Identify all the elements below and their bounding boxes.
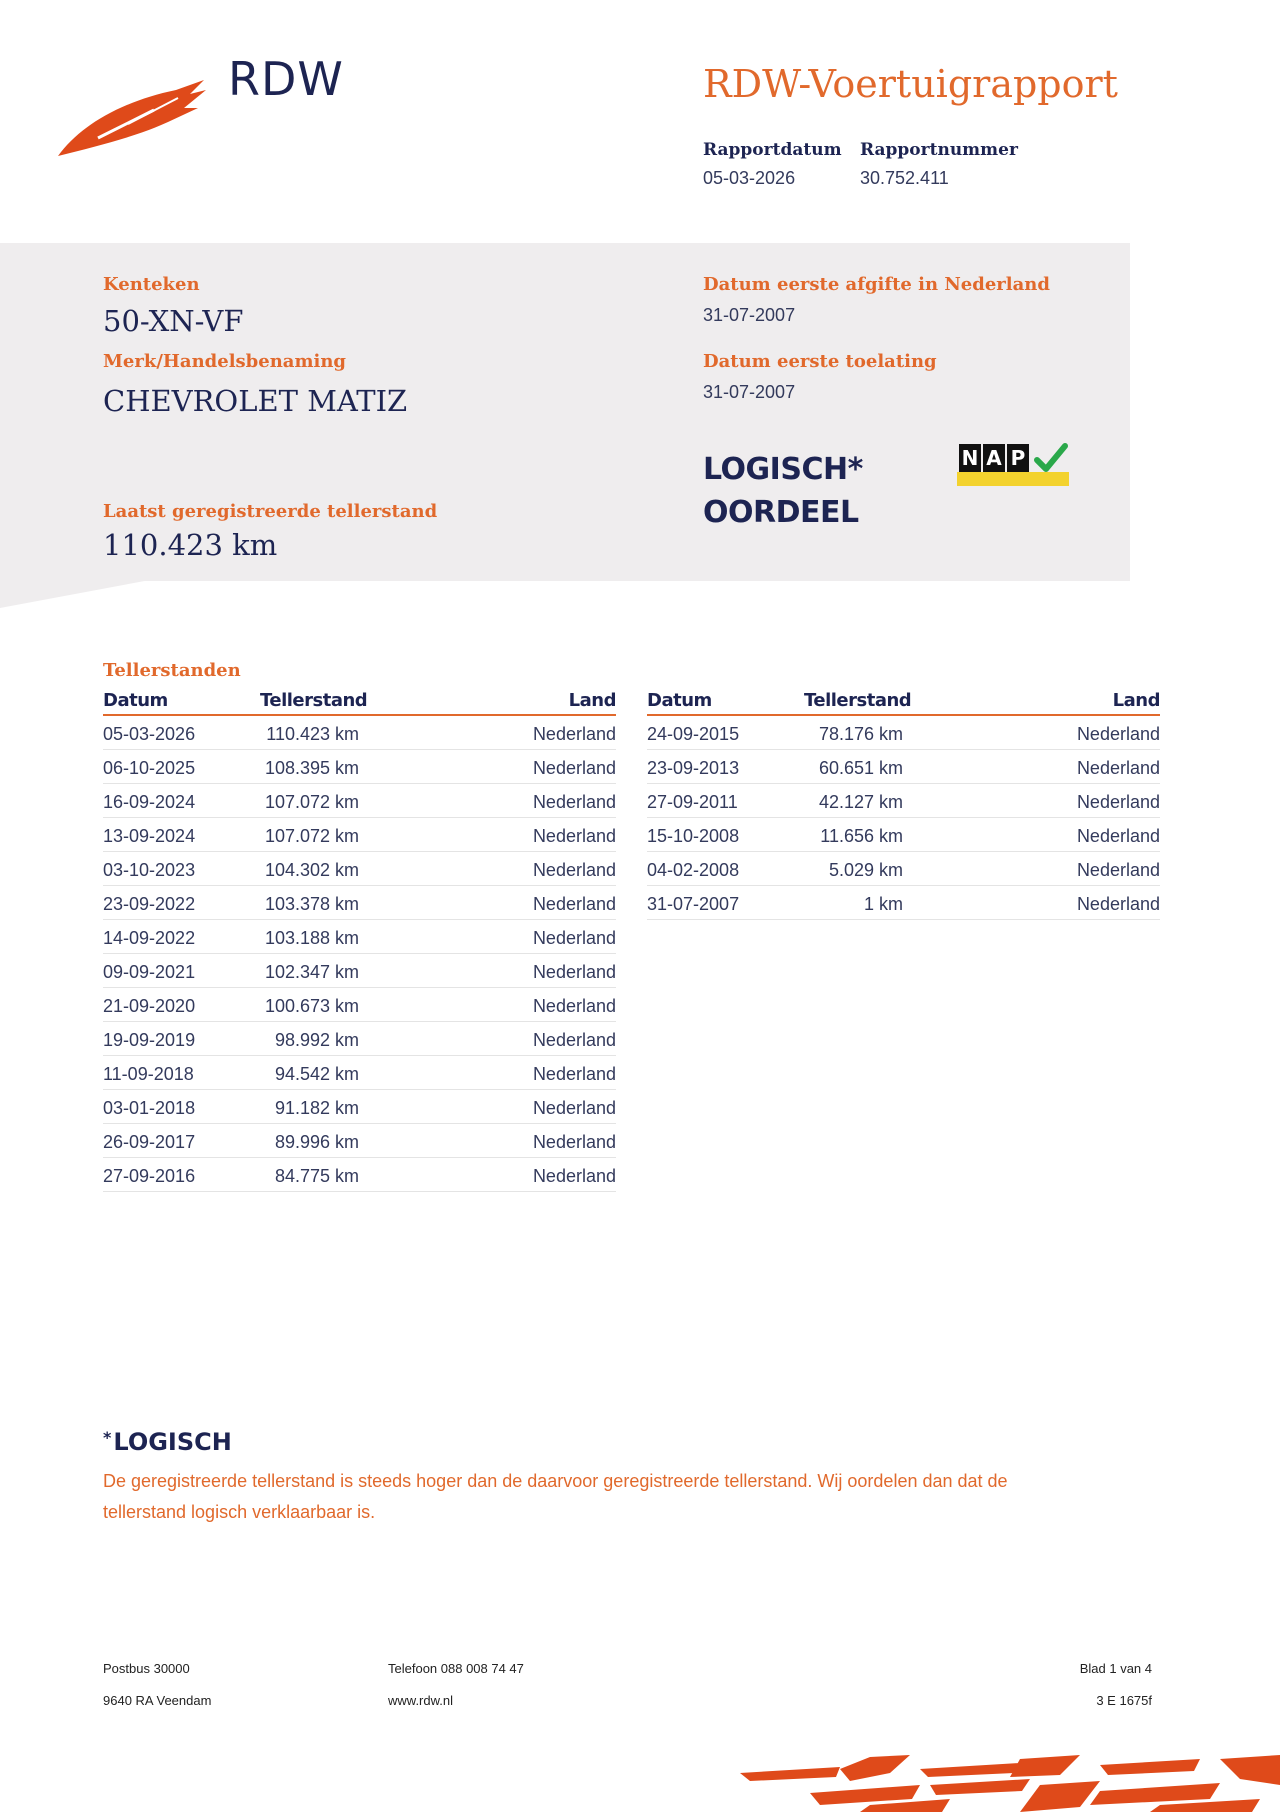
cell-country: Nederland (532, 1030, 616, 1050)
table-row (103, 750, 616, 784)
table-row (103, 1022, 616, 1056)
cell-country: Nederland (1076, 860, 1160, 880)
cell-country: Nederland (1076, 724, 1160, 744)
odometer-value: 110.423 km (103, 528, 278, 562)
cell-country: Nederland (532, 1098, 616, 1118)
table-row (103, 818, 616, 852)
cell-date: 23-09-2022 (103, 894, 196, 914)
cell-reading: 100.673 km (264, 996, 359, 1016)
cell-country: Nederland (532, 996, 616, 1016)
cell-date: 27-09-2011 (647, 792, 738, 812)
table-row (103, 886, 616, 920)
verdict-line-2: OORDEEL (703, 495, 859, 530)
table-row (103, 1090, 616, 1124)
cell-reading: 107.072 km (264, 792, 359, 812)
nap-letter-a: A (983, 444, 1005, 472)
table-row (647, 818, 1160, 852)
cell-country: Nederland (532, 928, 616, 948)
panel-tail-decoration (0, 580, 150, 608)
cell-date: 16-09-2024 (103, 792, 196, 812)
cell-country: Nederland (532, 724, 616, 744)
cell-date: 03-10-2023 (103, 860, 196, 880)
report-date: 05-03-2026 (703, 168, 796, 188)
cell-reading: 104.302 km (264, 860, 359, 880)
cell-country: Nederland (532, 962, 616, 982)
cell-reading: 84.775 km (274, 1166, 359, 1186)
cell-reading: 98.992 km (274, 1030, 359, 1050)
cell-country: Nederland (532, 792, 616, 812)
make-value: CHEVROLET MATIZ (103, 384, 408, 418)
footnote-title-text: LOGISCH (113, 1428, 232, 1456)
cell-reading: 11.656 km (820, 826, 903, 846)
footer-postbus: Postbus 30000 (103, 1661, 190, 1676)
cell-date: 14-09-2022 (103, 928, 196, 948)
table-row (103, 954, 616, 988)
first-admission-value: 31-07-2007 (703, 382, 796, 402)
rdw-logo-icon (58, 80, 208, 160)
column-header-date: Datum (647, 690, 712, 711)
cell-country: Nederland (532, 1166, 616, 1186)
cell-country: Nederland (1076, 894, 1160, 914)
cell-reading: 78.176 km (818, 724, 903, 744)
cell-date: 21-09-2020 (103, 996, 196, 1016)
table-row (103, 716, 616, 750)
column-header-reading: Tellerstand (804, 690, 912, 711)
cell-country: Nederland (532, 1132, 616, 1152)
footnote-text: De geregistreerde tellerstand is steeds hoger dan de daarvoor geregistreerde tellerstand. Wij oordelen dan dat de tellerstand logisch verklaarbaar is. (103, 1471, 1008, 1522)
cell-country: Nederland (1076, 826, 1160, 846)
table-header (103, 688, 616, 716)
footer-document-code: 3 E 1675f (1096, 1693, 1152, 1708)
cell-date: 04-02-2008 (647, 860, 740, 880)
report-date-label: Rapportdatum (703, 140, 842, 160)
footer-city: 9640 RA Veendam (103, 1693, 212, 1708)
cell-reading: 102.347 km (264, 962, 359, 982)
cell-date: 31-07-2007 (647, 894, 740, 914)
meter-table-right (647, 688, 1160, 920)
table-row (647, 716, 1160, 750)
cell-date: 26-09-2017 (103, 1132, 196, 1152)
column-header-reading: Tellerstand (260, 690, 368, 711)
nap-letter-n: N (959, 444, 981, 472)
cell-date: 09-09-2021 (103, 962, 196, 982)
cell-reading: 42.127 km (818, 792, 903, 812)
cell-date: 27-09-2016 (103, 1166, 196, 1186)
footer-website[interactable]: www.rdw.nl (388, 1693, 454, 1708)
cell-reading: 103.188 km (264, 928, 359, 948)
column-header-country: Land (1112, 690, 1160, 711)
decorative-stripes (720, 1755, 1280, 1812)
cell-date: 13-09-2024 (103, 826, 196, 846)
table-row (647, 784, 1160, 818)
odometer-label: Laatst geregistreerde tellerstand (103, 501, 438, 522)
report-title: RDW-Voertuigrapport (703, 62, 1118, 106)
report-number-label: Rapportnummer (860, 140, 1018, 160)
cell-country: Nederland (1076, 758, 1160, 778)
table-row (103, 852, 616, 886)
cell-country: Nederland (532, 1064, 616, 1084)
table-header (647, 688, 1160, 716)
check-icon (1033, 442, 1069, 476)
table-row (647, 852, 1160, 886)
cell-country: Nederland (532, 826, 616, 846)
table-row (103, 1158, 616, 1192)
table-row (103, 988, 616, 1022)
cell-country: Nederland (532, 758, 616, 778)
table-row (103, 1056, 616, 1090)
cell-reading: 108.395 km (264, 758, 359, 778)
brand-name: RDW (228, 52, 344, 106)
cell-date: 05-03-2026 (103, 724, 196, 744)
report-number: 30.752.411 (860, 168, 949, 188)
cell-reading: 5.029 km (828, 860, 903, 880)
cell-country: Nederland (532, 894, 616, 914)
table-row (103, 920, 616, 954)
cell-country: Nederland (532, 860, 616, 880)
cell-reading: 103.378 km (264, 894, 359, 914)
table-row (103, 1124, 616, 1158)
cell-reading: 89.996 km (274, 1132, 359, 1152)
cell-country: Nederland (1076, 792, 1160, 812)
meter-table-left (103, 688, 616, 1192)
footnote-star: * (103, 1428, 112, 1447)
table-row (647, 750, 1160, 784)
column-header-date: Datum (103, 690, 168, 711)
nap-badge (957, 442, 1069, 488)
cell-date: 24-09-2015 (647, 724, 740, 744)
cell-date: 15-10-2008 (647, 826, 740, 846)
make-label: Merk/Handelsbenaming (103, 351, 347, 372)
footnote-title (103, 1428, 232, 1456)
nap-letter-p: P (1007, 444, 1029, 472)
first-issue-nl-label: Datum eerste afgifte in Nederland (703, 274, 1050, 295)
cell-reading: 107.072 km (264, 826, 359, 846)
first-issue-nl-value: 31-07-2007 (703, 305, 796, 325)
plate-label: Kenteken (103, 274, 200, 295)
first-admission-label: Datum eerste toelating (703, 351, 937, 372)
cell-date: 19-09-2019 (103, 1030, 196, 1050)
cell-reading: 94.542 km (274, 1064, 359, 1084)
cell-date: 23-09-2013 (647, 758, 740, 778)
plate-value: 50-XN-VF (103, 304, 244, 338)
meter-readings-heading: Tellerstanden (103, 660, 241, 681)
cell-reading: 110.423 km (266, 724, 359, 744)
cell-date: 06-10-2025 (103, 758, 196, 778)
cell-reading: 91.182 km (274, 1098, 359, 1118)
cell-date: 11-09-2018 (103, 1064, 194, 1084)
footer-page-number: Blad 1 van 4 (1079, 1661, 1152, 1676)
table-row (103, 784, 616, 818)
cell-date: 03-01-2018 (103, 1098, 196, 1118)
column-header-country: Land (568, 690, 616, 711)
footer-phone: Telefoon 088 008 74 47 (388, 1661, 524, 1676)
cell-reading: 60.651 km (818, 758, 903, 778)
table-row (647, 886, 1160, 920)
verdict-line-1: LOGISCH* (703, 452, 863, 487)
cell-reading: 1 km (863, 894, 903, 914)
